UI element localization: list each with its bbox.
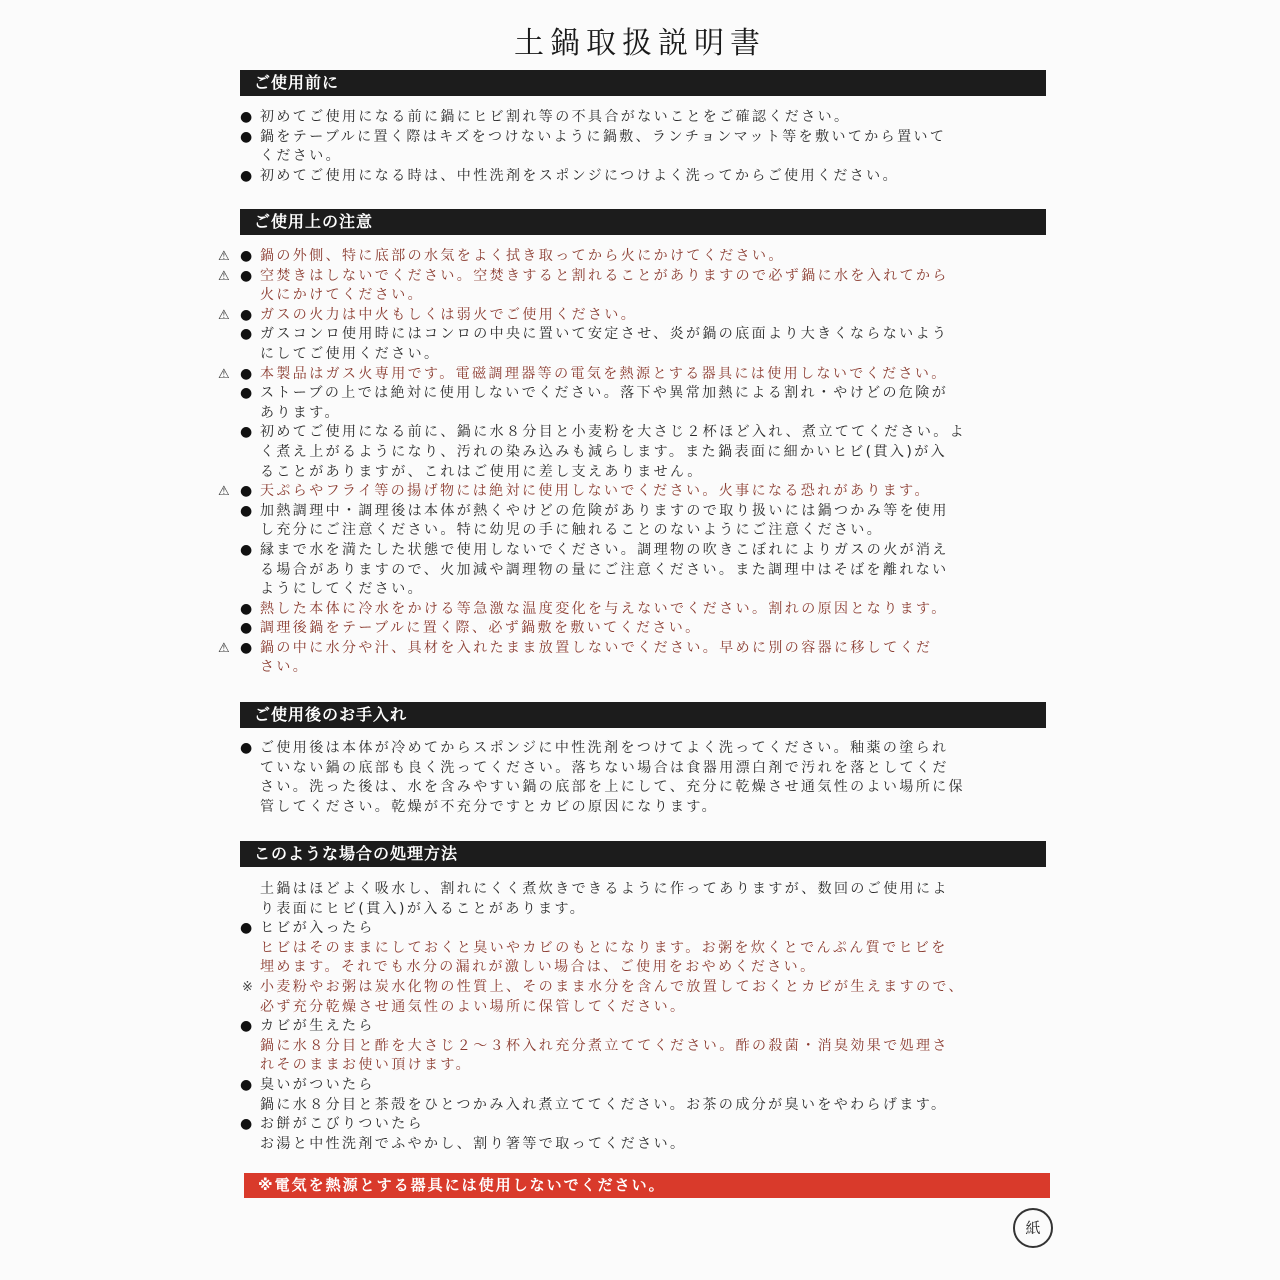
instruction-text: 土鍋はほどよく吸水し、割れにくく煮炊きできるように作ってありますが、数回のご使用によ [260, 881, 949, 897]
instruction-text: カビが生えたら [260, 1018, 375, 1035]
instruction-line [218, 108, 1058, 128]
instruction-line [218, 739, 1058, 759]
instruction-text: 鍋に水８分目と酢を大さじ２〜３杯入れ充分煮立ててください。酢の殺菌・消臭効果で処理さ [260, 1037, 949, 1054]
instruction-text: 熱した本体に冷水をかける等急激な温度変化を与えないでください。割れの原因となります。 [260, 600, 948, 617]
instruction-text: く煮え上がるようになり、汚れの染み込みも減らします。また鍋表面に細かいヒビ(貫入)が入 [260, 443, 948, 460]
instruction-line [218, 1017, 1058, 1037]
instruction-line [218, 1135, 1058, 1155]
instruction-line [218, 365, 1058, 385]
instruction-text: 埋めます。それでも水分の漏れが激しい場合は、ご使用をおやめください。 [260, 959, 817, 976]
instruction-line [218, 561, 1058, 581]
instruction-line [218, 778, 1058, 798]
instruction-line [218, 998, 1058, 1018]
instruction-text: り表面にヒビ(貫入)が入ることがあります。 [260, 900, 587, 917]
section-before-use [218, 108, 1058, 186]
instruction-line [218, 1115, 1058, 1135]
instruction-line [218, 978, 1058, 998]
instruction-text: さい。 [260, 659, 310, 676]
instruction-line [218, 147, 1058, 167]
instruction-line [218, 600, 1058, 620]
instruction-text: 初めてご使用になる前に、鍋に水８分目と小麦粉を大さじ２杯ほど入れ、煮立ててください。よ [260, 424, 967, 441]
bullet-icon: ● [240, 385, 255, 402]
bullet-icon: ● [240, 541, 255, 558]
instruction-line [218, 1056, 1058, 1076]
bullet-icon: ● [240, 1018, 255, 1035]
instruction-text: 本製品はガス火専用です。電磁調理器等の電気を熱源とする器具には使用しないでください。 [260, 365, 948, 382]
instruction-text: る場合がありますので、火加減や調理物の量にご注意ください。また調理中はそばを離れない [260, 561, 949, 578]
instruction-text: れそのままお使い頂けます。 [260, 1057, 473, 1074]
instruction-line [218, 423, 1058, 443]
instruction-text: お餅がこびりついたら [260, 1116, 424, 1133]
instruction-line [218, 880, 1058, 900]
instruction-text: お湯と中性洗剤でふやかし、割り箸等で取ってください。 [260, 1135, 687, 1152]
instruction-text: ることがありますが、これはご使用に差し支えありません。 [260, 463, 704, 480]
instruction-text: あります。 [260, 404, 341, 421]
instruction-line [218, 759, 1058, 779]
instruction-text: 縁まで水を満たした状態で使用しないでください。調理物の吹きこぼれによりガスの火が消え [260, 541, 949, 558]
instruction-line [218, 798, 1058, 818]
instruction-text: ください。 [260, 148, 342, 165]
paper-recycle-mark-icon: 紙 [1013, 1208, 1053, 1248]
instruction-line [218, 619, 1058, 639]
bullet-icon: ● [240, 483, 255, 500]
instruction-line [218, 1076, 1058, 1096]
bullet-icon: ● [240, 167, 255, 184]
note-mark-icon: ※ [242, 979, 256, 995]
section-header-care: ご使用後のお手入れ [240, 702, 1046, 728]
bottom-warning-bar: ※電気を熱源とする器具には使用しないでください。 [244, 1173, 1050, 1198]
warning-triangle-icon: ⚠ [218, 268, 233, 284]
warning-triangle-icon: ⚠ [218, 484, 233, 500]
instruction-line [218, 167, 1058, 187]
section-troubleshooting [218, 880, 1058, 1154]
section-header-troubleshooting: このような場合の処理方法 [240, 841, 1046, 867]
instruction-text: 初めてご使用になる前に鍋にヒビ割れ等の不具合がないことをご確認ください。 [260, 109, 851, 125]
bullet-icon: ● [240, 365, 255, 382]
instruction-text: 鍋をテーブルに置く際はキズをつけないように鍋敷、ランチョンマット等を敷いてから置いて [260, 128, 947, 145]
instruction-text: ヒビはそのままにしておくと臭いやカビのもとになります。お粥を炊くとでんぷん質でヒビを [260, 939, 948, 956]
instruction-text: し充分にご注意ください。特に幼児の手に触れることのないようにご注意ください。 [260, 522, 884, 539]
instruction-text: 空焚きはしないでください。空焚きすると割れることがありますので必ず鍋に水を入れてから [260, 267, 949, 284]
bullet-icon: ● [240, 620, 255, 637]
bullet-icon: ● [240, 424, 255, 441]
instruction-text: 臭いがついたら [260, 1076, 375, 1093]
instruction-line [218, 404, 1058, 424]
instruction-line [218, 443, 1058, 463]
bullet-icon: ● [240, 128, 255, 145]
instruction-text: ようにしてください。 [260, 581, 424, 598]
instruction-text: さい。洗った後は、水を含みやすい鍋の底部を上にして、充分に乾燥させ通気性のよい場所に保 [260, 779, 965, 796]
bullet-icon: ● [240, 920, 255, 937]
instruction-line [218, 482, 1058, 502]
instruction-text: ガスの火力は中火もしくは弱火でご使用ください。 [260, 306, 638, 323]
section-header-before-use: ご使用前に [240, 70, 1046, 96]
instruction-text: ストーブの上では絶対に使用しないでください。落下や異常加熱による割れ・やけどの危険が [260, 385, 949, 402]
instruction-line [218, 267, 1058, 287]
instruction-text: 鍋の外側、特に底部の水気をよく拭き取ってから火にかけてください。 [260, 248, 785, 264]
instruction-text: ていない鍋の底部も良く洗ってください。落ちない場合は食器用漂白剤で汚れを落としてくだ [260, 759, 949, 776]
instruction-line [218, 900, 1058, 920]
instruction-line [218, 345, 1058, 365]
instruction-line [218, 658, 1058, 678]
instruction-line [218, 384, 1058, 404]
bullet-icon: ● [240, 306, 255, 323]
page-title: 土鍋取扱説明書 [514, 26, 766, 61]
section-header-precautions: ご使用上の注意 [240, 209, 1046, 235]
instruction-text: 鍋に水８分目と茶殻をひとつかみ入れ煮立ててください。お茶の成分が臭いをやわらげます。 [260, 1096, 948, 1113]
section-care [218, 739, 1058, 817]
instruction-text: 必ず充分乾燥させ通気性のよい場所に保管してください。 [260, 998, 687, 1015]
instruction-line [218, 541, 1058, 561]
bullet-icon: ● [240, 639, 255, 656]
instruction-line [218, 919, 1058, 939]
bullet-icon: ● [240, 600, 255, 617]
instruction-line [218, 502, 1058, 522]
bullet-icon: ● [240, 248, 255, 264]
instruction-line [218, 247, 1058, 267]
instruction-line [218, 521, 1058, 541]
warning-triangle-icon: ⚠ [218, 307, 233, 323]
warning-triangle-icon: ⚠ [218, 249, 233, 264]
instruction-text: 管してください。乾燥が不充分ですとカビの原因になります。 [260, 798, 719, 815]
instruction-line [218, 958, 1058, 978]
instruction-line [218, 306, 1058, 326]
instruction-line [218, 939, 1058, 959]
instruction-line [218, 1037, 1058, 1057]
bullet-icon: ● [240, 740, 255, 756]
instruction-line [218, 1096, 1058, 1116]
instruction-text: ガスコンロ使用時にはコンロの中央に置いて安定させ、炎が鍋の底面より大きくならないよう [260, 326, 949, 343]
instruction-text: 調理後鍋をテーブルに置く際、必ず鍋敷を敷いてください。 [260, 620, 702, 637]
bullet-icon: ● [240, 267, 255, 284]
bullet-icon: ● [240, 1116, 255, 1133]
bullet-icon: ● [240, 1076, 255, 1093]
instruction-text: 初めてご使用になる時は、中性洗剤をスポンジにつけよく洗ってからご使用ください。 [260, 167, 899, 184]
warning-triangle-icon: ⚠ [218, 366, 233, 382]
instruction-line [218, 286, 1058, 306]
instruction-line [218, 325, 1058, 345]
instruction-text: 小麦粉やお粥は炭水化物の性質上、そのまま水分を含んで放置しておくとカビが生えますので、 [260, 978, 965, 995]
instruction-text: 鍋の中に水分や汁、具材を入れたまま放置しないでください。早めに別の容器に移してくだ [260, 639, 933, 656]
instruction-line [218, 639, 1058, 659]
instruction-text: 火にかけてください。 [260, 287, 424, 304]
instruction-line [218, 580, 1058, 600]
instruction-text: にしてご使用ください。 [260, 345, 441, 362]
instruction-text: 天ぷらやフライ等の揚げ物には絶対に使用しないでください。火事になる恐れがあります。 [260, 483, 931, 500]
instruction-text: ご使用後は本体が冷めてからスポンジに中性洗剤をつけてよく洗ってください。釉薬の塗られ [260, 740, 949, 756]
bullet-icon: ● [240, 326, 255, 343]
instruction-line [218, 463, 1058, 483]
bullet-icon: ● [240, 502, 255, 519]
instruction-line [218, 128, 1058, 148]
section-precautions [218, 247, 1058, 678]
warning-triangle-icon: ⚠ [218, 640, 233, 656]
instruction-text: ヒビが入ったら [260, 920, 375, 937]
instruction-text: 加熱調理中・調理後は本体が熱くやけどの危険がありますので取り扱いには鍋つかみ等を使用 [260, 502, 949, 519]
bullet-icon: ● [240, 109, 255, 125]
